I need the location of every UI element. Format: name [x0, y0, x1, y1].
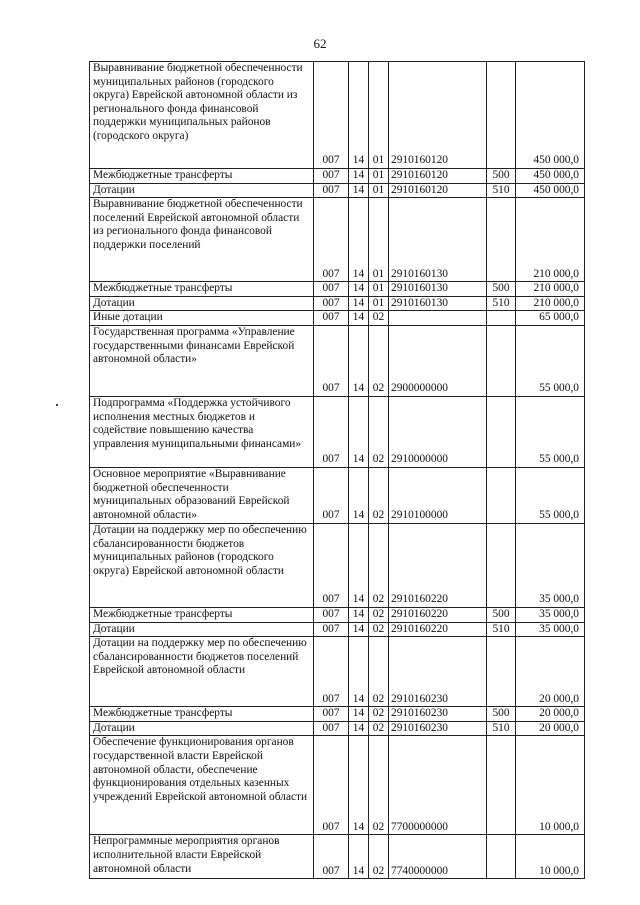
target-direction: 60220 [419, 607, 448, 620]
target-direction: 60220 [419, 593, 448, 606]
cell-gr: 007 [314, 607, 349, 622]
cell-target-article [389, 311, 487, 326]
cell-gr: 007 [314, 396, 349, 467]
cell-vr [487, 467, 516, 523]
target-subprogram: 1 [402, 721, 409, 734]
cell-vr [487, 311, 516, 326]
target-event: 00 [408, 453, 420, 466]
target-direction: 60230 [419, 707, 448, 720]
target-event: 01 [408, 607, 420, 620]
target-subprogram: 0 [402, 820, 409, 833]
cell-rz: 14 [349, 622, 369, 637]
cell-target-article [389, 169, 487, 184]
target-event: 01 [408, 692, 420, 705]
row-name: Межбюджетные трансферты [90, 169, 314, 184]
cell-amount: 20 000,0 [516, 707, 585, 722]
cell-target-article [389, 736, 487, 835]
cell-rz: 14 [349, 62, 369, 169]
cell-pr: 02 [369, 311, 389, 326]
cell-gr: 007 [314, 169, 349, 184]
cell-vr [487, 198, 516, 282]
target-subprogram: 4 [402, 864, 409, 877]
cell-amount: 210 000,0 [516, 198, 585, 282]
cell-amount: 10 000,0 [516, 835, 585, 879]
page-number: 62 [313, 36, 327, 51]
row-name: Дотации [90, 622, 314, 637]
cell-rz: 14 [349, 736, 369, 835]
target-direction: 60120 [419, 183, 448, 196]
target-subprogram: 1 [402, 282, 409, 295]
cell-gr: 007 [314, 183, 349, 198]
cell-vr [487, 62, 516, 169]
target-event: 01 [408, 622, 420, 635]
target-event: 00 [408, 864, 420, 877]
target-event: 01 [408, 509, 420, 522]
row-name: Государственная программа «Управление государственными финансами Еврейской автономной области» [90, 325, 314, 396]
cell-pr: 02 [369, 523, 389, 607]
cell-rz: 14 [349, 637, 369, 707]
target-direction: 60130 [419, 296, 448, 309]
cell-rz: 14 [349, 467, 369, 523]
cell-vr: 510 [487, 183, 516, 198]
cell-amount: 20 000,0 [516, 637, 585, 707]
table-row [90, 637, 585, 707]
cell-gr: 007 [314, 282, 349, 297]
target-direction: 00000 [419, 509, 448, 522]
target-event: 01 [408, 721, 420, 734]
target-subprogram: 1 [402, 692, 409, 705]
cell-vr: 510 [487, 721, 516, 736]
cell-pr: 02 [369, 835, 389, 879]
cell-target-article [389, 622, 487, 637]
row-name: Выравнивание бюджетной обеспеченности поселений Еврейской автономной области из регионального фонда финансовой поддержки поселений [90, 198, 314, 282]
target-program: 29 [391, 593, 403, 606]
target-program: 29 [391, 382, 403, 395]
cell-target-article [389, 282, 487, 297]
cell-rz: 14 [349, 296, 369, 311]
target-event: 00 [408, 820, 420, 833]
cell-vr [487, 396, 516, 467]
cell-amount: 210 000,0 [516, 282, 585, 297]
target-subprogram: 1 [402, 622, 409, 635]
cell-vr: 500 [487, 282, 516, 297]
cell-gr: 007 [314, 62, 349, 169]
cell-pr: 01 [369, 296, 389, 311]
row-name: Иные дотации [90, 311, 314, 326]
cell-rz: 14 [349, 835, 369, 879]
cell-pr: 01 [369, 62, 389, 169]
target-event: 01 [408, 707, 420, 720]
table-row [90, 198, 585, 282]
cell-amount: 450 000,0 [516, 62, 585, 169]
cell-vr [487, 736, 516, 835]
cell-gr: 007 [314, 325, 349, 396]
target-event: 01 [408, 183, 420, 196]
cell-pr: 02 [369, 637, 389, 707]
table-row [90, 311, 585, 326]
table-row [90, 523, 585, 607]
cell-target-article [389, 467, 487, 523]
cell-gr: 007 [314, 835, 349, 879]
target-event: 01 [408, 593, 420, 606]
table-row [90, 835, 585, 879]
cell-rz: 14 [349, 183, 369, 198]
cell-amount: 450 000,0 [516, 183, 585, 198]
target-direction: 60230 [419, 721, 448, 734]
cell-target-article [389, 62, 487, 169]
table-row [90, 707, 585, 722]
cell-target-article [389, 325, 487, 396]
cell-rz: 14 [349, 523, 369, 607]
table-row [90, 467, 585, 523]
cell-amount: 10 000,0 [516, 736, 585, 835]
cell-pr: 02 [369, 721, 389, 736]
cell-gr: 007 [314, 637, 349, 707]
target-subprogram: 1 [402, 707, 409, 720]
table-row [90, 325, 585, 396]
cell-vr [487, 523, 516, 607]
cell-target-article [389, 183, 487, 198]
row-name: Выравнивание бюджетной обеспеченности муниципальных районов (городского округа) Еврейской автономной области из регионального фонда финансовой поддержки муниципальных районов (городского округа) [90, 62, 314, 169]
row-name: Межбюджетные трансферты [90, 707, 314, 722]
target-program: 29 [391, 296, 403, 309]
row-name: Дотации [90, 296, 314, 311]
target-program: 77 [391, 864, 403, 877]
target-subprogram: 1 [402, 267, 409, 280]
target-program: 29 [391, 169, 403, 181]
target-program: 29 [391, 453, 403, 466]
target-program: 29 [391, 721, 403, 734]
cell-rz: 14 [349, 721, 369, 736]
target-subprogram: 1 [402, 607, 409, 620]
cell-amount: 450 000,0 [516, 169, 585, 184]
table-row [90, 396, 585, 467]
cell-target-article [389, 637, 487, 707]
target-program: 29 [391, 267, 403, 280]
cell-target-article [389, 296, 487, 311]
cell-amount: 35 000,0 [516, 523, 585, 607]
target-event: 01 [408, 267, 420, 280]
cell-amount: 210 000,0 [516, 296, 585, 311]
target-direction: 00000 [419, 453, 448, 466]
cell-target-article [389, 707, 487, 722]
target-direction: 60130 [419, 267, 448, 280]
cell-vr: 500 [487, 607, 516, 622]
cell-pr: 01 [369, 198, 389, 282]
cell-target-article [389, 396, 487, 467]
cell-gr: 007 [314, 707, 349, 722]
table-row [90, 736, 585, 835]
cell-amount: 35 000,0 [516, 607, 585, 622]
cell-target-article [389, 198, 487, 282]
target-subprogram: 1 [402, 593, 409, 606]
target-direction: 60130 [419, 282, 448, 295]
row-name: Непрограммные мероприятия органов исполнительной власти Еврейской автономной области [90, 835, 314, 879]
cell-pr: 02 [369, 707, 389, 722]
target-program: 29 [391, 509, 403, 522]
budget-table [89, 61, 585, 879]
cell-rz: 14 [349, 282, 369, 297]
target-subprogram: 1 [402, 509, 409, 522]
cell-vr: 500 [487, 707, 516, 722]
table-row [90, 721, 585, 736]
scan-speck [56, 404, 58, 406]
cell-rz: 14 [349, 325, 369, 396]
target-direction: 00000 [419, 864, 448, 877]
cell-pr: 02 [369, 467, 389, 523]
row-name: Дотации на поддержку мер по обеспечению сбалансированности бюджетов муниципальных районов (городского округа) Еврейской автономной области [90, 523, 314, 607]
target-direction: 00000 [419, 382, 448, 395]
cell-amount: 55 000,0 [516, 467, 585, 523]
cell-gr: 007 [314, 736, 349, 835]
target-subprogram: 1 [402, 154, 409, 167]
target-program: 29 [391, 607, 403, 620]
cell-rz: 14 [349, 169, 369, 184]
cell-gr: 007 [314, 198, 349, 282]
target-program: 29 [391, 183, 403, 196]
target-event: 01 [408, 296, 420, 309]
cell-gr: 007 [314, 467, 349, 523]
row-name: Основное мероприятие «Выравнивание бюджетной обеспеченности муниципальных образований Еврейской автономной области» [90, 467, 314, 523]
target-direction: 60220 [419, 622, 448, 635]
target-subprogram: 0 [402, 382, 409, 395]
cell-rz: 14 [349, 396, 369, 467]
target-direction: 60120 [419, 169, 448, 181]
cell-rz: 14 [349, 198, 369, 282]
cell-target-article [389, 721, 487, 736]
cell-amount: 20 000,0 [516, 721, 585, 736]
row-name: Подпрограмма «Поддержка устойчивого исполнения местных бюджетов и содействие повышению качества управления муниципальными финансами» [90, 396, 314, 467]
cell-rz: 14 [349, 707, 369, 722]
table-row [90, 183, 585, 198]
row-name: Дотации [90, 183, 314, 198]
target-event: 01 [408, 282, 420, 295]
cell-pr: 02 [369, 622, 389, 637]
cell-pr: 01 [369, 282, 389, 297]
cell-amount: 35 000,0 [516, 622, 585, 637]
table-row [90, 296, 585, 311]
target-program: 29 [391, 707, 403, 720]
table-row [90, 169, 585, 184]
row-name: Обеспечение функционирования органов государственной власти Еврейской автономной области, обеспечение функционирования отдельных казенных учреждений Еврейской автономной области [90, 736, 314, 835]
cell-amount: 55 000,0 [516, 325, 585, 396]
cell-target-article [389, 835, 487, 879]
target-subprogram: 1 [402, 296, 409, 309]
cell-pr: 01 [369, 169, 389, 184]
target-direction: 60230 [419, 692, 448, 705]
target-program: 77 [391, 820, 403, 833]
cell-gr: 007 [314, 296, 349, 311]
cell-rz: 14 [349, 607, 369, 622]
cell-gr: 007 [314, 622, 349, 637]
target-program: 29 [391, 692, 403, 705]
cell-target-article [389, 607, 487, 622]
cell-pr: 02 [369, 325, 389, 396]
table-row [90, 62, 585, 169]
cell-amount: 55 000,0 [516, 396, 585, 467]
target-direction: 00000 [419, 820, 448, 833]
cell-pr: 02 [369, 607, 389, 622]
cell-target-article [389, 523, 487, 607]
table-row [90, 622, 585, 637]
cell-pr: 02 [369, 396, 389, 467]
cell-amount: 65 000,0 [516, 311, 585, 326]
cell-gr: 007 [314, 721, 349, 736]
target-direction: 60120 [419, 154, 448, 167]
cell-pr: 01 [369, 183, 389, 198]
row-name: Дотации [90, 721, 314, 736]
target-subprogram: 1 [402, 169, 409, 181]
cell-rz: 14 [349, 311, 369, 326]
target-program: 29 [391, 622, 403, 635]
target-event: 00 [408, 382, 420, 395]
target-subprogram: 1 [402, 453, 409, 466]
row-name: Межбюджетные трансферты [90, 282, 314, 297]
cell-gr: 007 [314, 523, 349, 607]
cell-pr: 02 [369, 736, 389, 835]
row-name: Межбюджетные трансферты [90, 607, 314, 622]
cell-vr: 510 [487, 296, 516, 311]
target-event: 01 [408, 154, 420, 167]
target-event: 01 [408, 169, 420, 181]
target-program: 29 [391, 282, 403, 295]
cell-vr [487, 637, 516, 707]
table-row [90, 607, 585, 622]
row-name: Дотации на поддержку мер по обеспечению сбалансированности бюджетов поселений Еврейской автономной области [90, 637, 314, 707]
table-row [90, 282, 585, 297]
cell-vr [487, 325, 516, 396]
cell-vr [487, 835, 516, 879]
target-program: 29 [391, 154, 403, 167]
target-subprogram: 1 [402, 183, 409, 196]
cell-vr: 500 [487, 169, 516, 184]
cell-vr: 510 [487, 622, 516, 637]
cell-gr: 007 [314, 311, 349, 326]
